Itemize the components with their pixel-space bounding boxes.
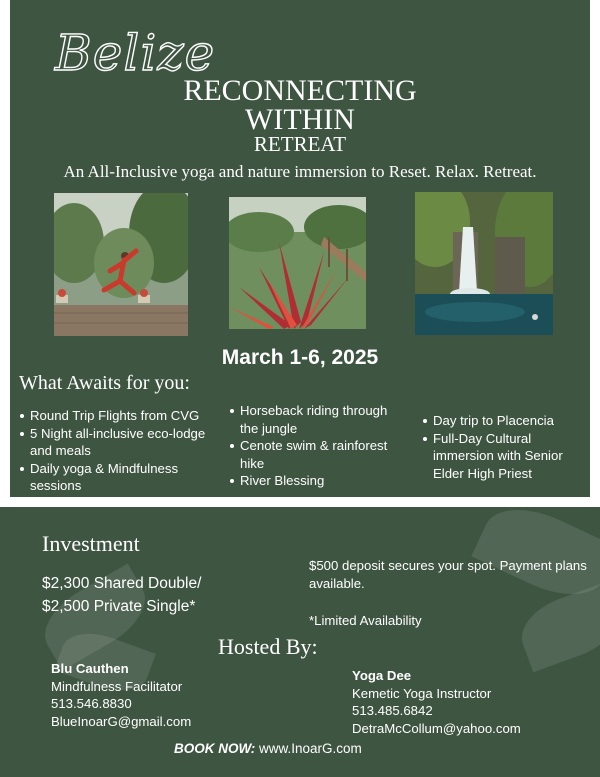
list-item: Cenote swim & rainforest hike xyxy=(229,437,409,472)
title-line-2: WITHIN xyxy=(245,103,355,136)
deposit-text: $500 deposit secures your spot. Payment plans available. xyxy=(309,558,587,591)
tropical-plants-photo xyxy=(229,197,366,329)
host-name: Yoga Dee xyxy=(352,668,412,683)
host-email: DetraMcCollum@yahoo.com xyxy=(352,720,521,736)
host-1 xyxy=(51,660,191,730)
list-item: Day trip to Placencia xyxy=(422,412,584,430)
event-date: March 1-6, 2025 xyxy=(221,346,379,369)
title-line-3: RETREAT xyxy=(253,132,347,156)
list-item: Daily yoga & Mindfulness sessions xyxy=(19,460,209,495)
book-now-label: BOOK NOW: xyxy=(174,741,256,756)
subtitle: An All-Inclusive yoga and nature immersion to Reset. Relax. Retreat. xyxy=(63,162,537,181)
title-line-1: RECONNECTING xyxy=(183,74,417,107)
list-item: 5 Night all-inclusive eco-lodge and meals xyxy=(19,425,209,460)
price-shared: $2,300 Shared Double/ xyxy=(42,575,202,592)
list-item: Round Trip Flights from CVG xyxy=(19,407,209,425)
host-role: Mindfulness Facilitator xyxy=(51,678,183,694)
limited-availability: *Limited Availability xyxy=(309,613,422,628)
host-2 xyxy=(352,667,521,737)
list-item: Horseback riding through the jungle xyxy=(229,402,409,437)
price-private: $2,500 Private Single* xyxy=(42,598,196,615)
waterfall-photo xyxy=(415,192,553,335)
awaits-list-1 xyxy=(19,407,209,495)
investment-heading: Investment xyxy=(42,531,140,556)
host-phone: 513.485.6842 xyxy=(352,703,433,718)
list-item: River Blessing xyxy=(229,472,409,490)
book-now-url[interactable]: www.InoarG.com xyxy=(259,741,362,756)
host-name: Blu Cauthen xyxy=(51,661,129,676)
list-item: Full-Day Cultural immersion with Senior Elder High Priest xyxy=(422,430,584,483)
leaf-decoration xyxy=(513,582,600,673)
hosted-heading: Hosted By: xyxy=(218,634,318,659)
awaits-heading: What Awaits for you: xyxy=(19,372,190,394)
awaits-list-3 xyxy=(422,412,584,482)
belize-script-title: Belize xyxy=(55,24,216,82)
book-now xyxy=(174,741,362,756)
host-phone: 513.546.8830 xyxy=(51,696,132,711)
host-email: BlueInoarG@gmail.com xyxy=(51,713,192,729)
host-role: Kemetic Yoga Instructor xyxy=(352,685,492,701)
awaits-list-2 xyxy=(229,402,409,490)
yoga-pose-photo xyxy=(54,193,188,336)
